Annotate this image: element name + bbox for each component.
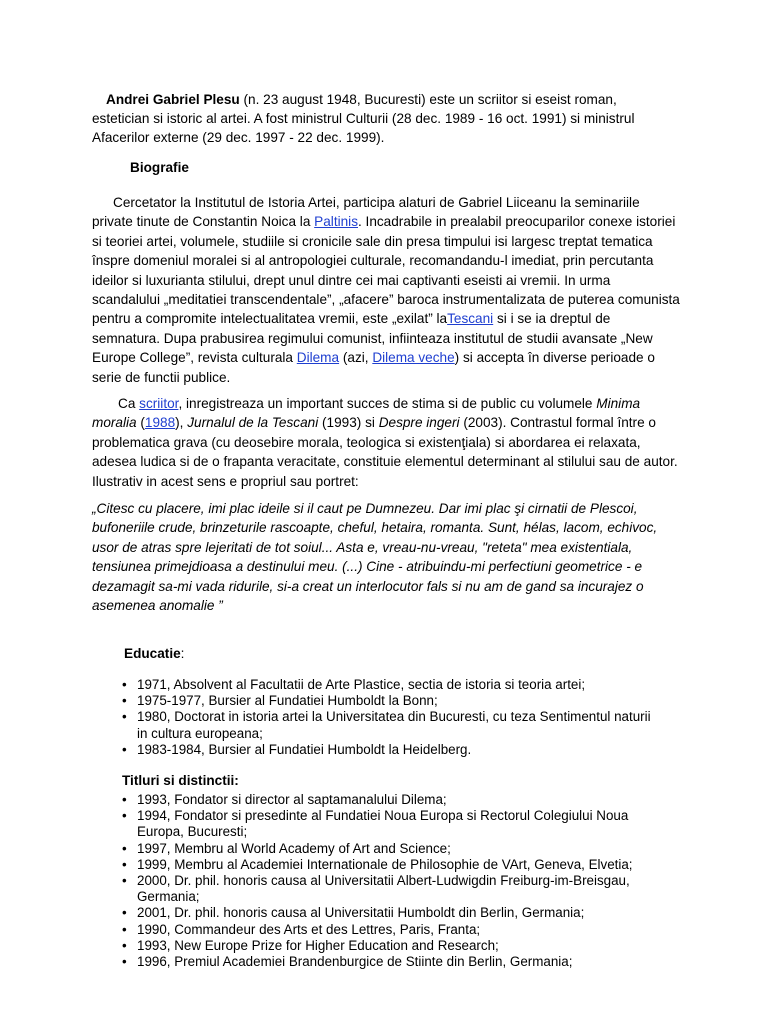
paragraph-text: Ca	[118, 396, 140, 411]
biografie-paragraph-2	[92, 394, 680, 491]
link-scriitor[interactable]: scriitor	[139, 396, 179, 411]
bullet-icon: •	[122, 677, 127, 692]
intro-text: (n. 23 august 1948, Bucuresti) este un scriitor si eseist roman, estetician si istoric al artei. A fost ministrul Culturii (28 dec. 1989 - 16 oct. 1991) si ministrul Afacerilor externe (29 dec. 1997 - 22 dec. 1999).	[92, 92, 635, 145]
bullet-icon: •	[122, 937, 127, 953]
list-item-text: 1999, Membru al Academiei Internationale de Philosophie de VArt, Geneva, Elvetia;	[137, 856, 633, 872]
list-item	[122, 873, 667, 905]
titluri-heading: Titluri si distinctii:	[122, 773, 239, 788]
list-item-text: 1993, New Europe Prize for Higher Education and Research;	[137, 937, 499, 953]
paragraph-text: , inregistreaza un important succes de stima si de public cu volumele	[178, 396, 597, 411]
author-name: Andrei Gabriel Plesu	[106, 92, 240, 107]
list-item-text: 1994, Fondator si presedinte al Fundatiei Noua Europa si Rectorul Colegiului Noua Europa, Bucuresti;	[137, 808, 629, 840]
book-title: Despre ingeri	[378, 415, 460, 431]
bullet-icon: •	[122, 693, 127, 709]
paragraph-text: ) si accepta în diverse perioade o serie de functii publice.	[92, 350, 655, 385]
bullet-icon: •	[122, 921, 127, 937]
list-item-text: 1997, Membru al World Academy of Art and Science;	[137, 840, 451, 856]
bullet-icon: •	[122, 856, 127, 872]
paragraph-text: . Incadrabile in prealabil preocuparilor conexe istoriei si teoriei artei, volumele, studiile si cronicile sale din presa timpului isi largesc treptat tematica înspre domeniul moralei si al antropologiei culturale, recomandandu-l imediat, prin percutanta ideilor si luxurianta stilului, drept unul dintre cei mai captivanti eseisti ai vremii. In urma scandalului „meditatiei transcendentale”, „afacere” baroca instrumentalizata de puterea comunista pentru a compromite intelectualitatea vremii, este „exilat” la	[92, 214, 680, 327]
paragraph-text: (azi,	[339, 350, 373, 366]
list-item-text: 1996, Premiul Academiei Brandenburgice de Stiinte din Berlin, Germania;	[137, 954, 573, 970]
bullet-icon: •	[122, 792, 127, 807]
heading-colon: :	[180, 646, 185, 661]
list-item	[122, 922, 667, 938]
list-item-text: 1990, Commandeur des Arts et des Lettres, Paris, Franta;	[137, 921, 481, 937]
bullet-icon: •	[122, 741, 127, 757]
titluri-list	[122, 792, 667, 970]
book-title: Minima moralia	[92, 396, 641, 431]
bullet-icon: •	[122, 840, 127, 856]
bullet-icon: •	[122, 954, 127, 970]
link-tescani[interactable]: Tescani	[447, 311, 494, 327]
list-item	[122, 841, 667, 857]
list-item	[122, 954, 667, 970]
bullet-icon: •	[122, 709, 127, 725]
educatie-heading	[124, 646, 184, 661]
list-item-text: 1993, Fondator si director al saptamanalului Dilema;	[137, 792, 447, 807]
list-item	[122, 905, 667, 921]
list-item-text: 1983-1984, Bursier al Fundatiei Humboldt la Heidelberg.	[137, 741, 472, 757]
list-item	[122, 792, 667, 808]
link-1988[interactable]: 1988	[144, 415, 176, 431]
biografie-heading: Biografie	[130, 160, 189, 175]
link-dilema[interactable]: Dilema	[296, 350, 340, 366]
link-dilema-veche[interactable]: Dilema veche	[372, 350, 455, 366]
list-item-text: 2000, Dr. phil. honoris causa al Universitatii Albert-Ludwigdin Freiburg-im-Breisgau, Germania;	[137, 873, 630, 905]
paragraph-text: si i se ia dreptul de semnatura. Dupa prabusirea regimului comunist, infiinteaza institutul de studii avansate „New Europe College”, revista culturala	[92, 311, 653, 366]
paragraph-text: Cercetator la Institutul de Istoria Artei, participa alaturi de Gabriel Liiceanu la seminariile private tinute de Constantin Noica la	[92, 195, 640, 230]
list-item	[122, 742, 662, 758]
bullet-icon: •	[122, 905, 127, 921]
list-item	[122, 938, 667, 954]
list-item	[122, 677, 662, 693]
paragraph-text: ),	[175, 415, 188, 431]
intro-paragraph	[92, 90, 672, 147]
self-portrait-quote: „Citesc cu placere, imi plac ideile si il caut pe Dumnezeu. Dar imi plac şi cirnatii de Plescoi, bufoneriile crude, brinzeturile rascoapte, cheful, hetaira, romanta. Sunt, hélas, lacom, echivoc, usor de atras spre lejeritati de tot soiul... Asta e, vreau-nu-vreau, "reteta" mea existentiala, tensiunea primejdioasa a destinului meu. (...) Cine - atribuindu-mi perfectiuni geometrice - e dezamagit sa-mi vada ridurile, si-a creat un interlocutor fals si nu am de gand sa incurajez o asemenea anomalie ”	[92, 501, 658, 614]
list-item-text: 2001, Dr. phil. honoris causa al Universitatii Humboldt din Berlin, Germania;	[137, 905, 585, 921]
list-item-text: 1971, Absolvent al Facultatii de Arte Plastice, sectia de istoria si teoria artei;	[137, 677, 586, 692]
biografie-paragraph-1	[92, 193, 680, 387]
list-item-text: 1975-1977, Bursier al Fundatiei Humboldt la Bonn;	[137, 693, 438, 709]
educatie-list	[122, 677, 662, 758]
list-item-text: 1980, Doctorat in istoria artei la Universitatea din Bucuresti, cu teza Sentimentul naturii in cultura europeana;	[137, 709, 651, 741]
paragraph-text: (	[136, 415, 145, 431]
book-title: Jurnalul de la Tescani	[187, 415, 319, 431]
paragraph-text: (2003). Contrastul formal între o problematica grava (cu deosebire morala, teologica si existenţiala) si abordarea ei relaxata, adesea ludica si de o frapanta veracitate, constituie elementul determinant al stilului sau de autor. Ilustrativ in acest sens e propriul sau portret:	[92, 415, 678, 489]
educatie-label: Educatie	[124, 646, 181, 661]
bullet-icon: •	[122, 808, 127, 824]
list-item	[122, 709, 662, 741]
bullet-icon: •	[122, 873, 127, 889]
list-item	[122, 808, 667, 840]
list-item	[122, 857, 667, 873]
link-paltinis[interactable]: Paltinis	[314, 214, 358, 230]
list-item	[122, 693, 662, 709]
paragraph-text: (1993) si	[318, 415, 379, 431]
